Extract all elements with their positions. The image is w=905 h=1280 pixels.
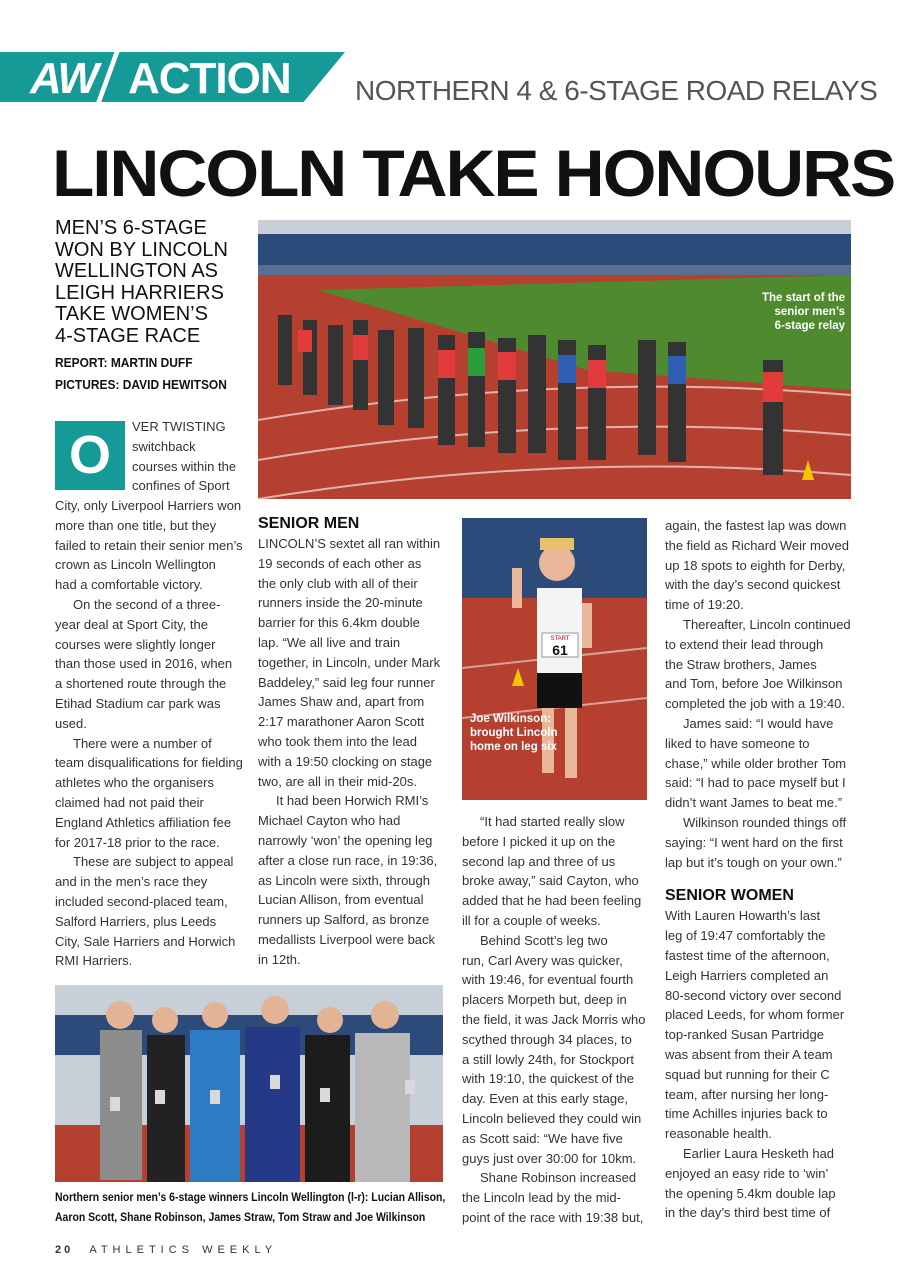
text-line: the opening 5.4km double lap — [665, 1185, 836, 1201]
text-line: together, in Lincoln, under Mark — [258, 654, 441, 670]
text-line: time Achilles injuries back to — [665, 1106, 828, 1122]
text-line: a shortened route through the — [55, 676, 227, 692]
text-line: Thereafter, Lincoln continued — [683, 616, 851, 632]
paragraph — [665, 516, 860, 615]
text-line: placed Leeds, for whom former — [665, 1007, 845, 1023]
text-line: 80-second victory over second — [665, 987, 842, 1003]
paragraph — [55, 595, 250, 734]
text-line: with a 19:50 clocking on stage — [258, 753, 433, 769]
caption-line: Aaron Scott, Shane Robinson, James Straw, Tom Straw and Joe Wilkinson — [55, 1212, 426, 1224]
text-line: a still lowly 24th, for Stockport — [462, 1051, 634, 1067]
text-line: run, Carl Avery was quicker, — [462, 952, 623, 968]
text-line: Michael Cayton who had — [258, 813, 401, 829]
text-line: guys just over 30:00 for 10km. — [462, 1150, 637, 1166]
paragraph — [462, 1168, 657, 1227]
text-line: RMI Harriers. — [55, 953, 133, 969]
text-line: claimed had not paid their — [55, 794, 204, 810]
text-line: Lincoln believed they could win — [462, 1110, 642, 1126]
text-line: Baddeley,” said leg four runner — [258, 674, 435, 690]
text-line: and Tom, before Joe Wilkinson — [665, 676, 843, 692]
photo-team-winners — [55, 985, 443, 1182]
deck-line: WELLINGTON AS — [55, 260, 219, 282]
text-line: time of 19:20. — [665, 597, 744, 613]
text-line: was absent from their A team — [665, 1046, 833, 1062]
text-line: enjoyed an easy ride to ‘win’ — [665, 1165, 829, 1181]
report-credit: REPORT: MARTIN DUFF — [55, 355, 193, 370]
text-line: crown as Lincoln Wellington — [55, 557, 216, 573]
caption-line: senior men’s — [774, 306, 845, 318]
text-line: James said: “I would have — [683, 715, 834, 731]
text-line: the Straw brothers, James — [665, 656, 817, 672]
text-line: Earlier Laura Hesketh had — [683, 1145, 835, 1161]
text-line: with 19:46, for eventual fourth — [462, 972, 634, 988]
text-line: after a close run race, in 19:36, — [258, 852, 438, 868]
middle-photo-caption — [470, 712, 590, 754]
caption-line: The start of the — [761, 292, 845, 304]
photo-race-start — [258, 220, 851, 499]
subhead-senior-women: SENIOR WOMEN — [665, 887, 794, 905]
text-line: added that he had been feeling — [462, 893, 642, 909]
column-3 — [462, 812, 657, 1228]
text-line: to extend their lead through — [665, 636, 824, 652]
text-line: These are subject to appeal — [73, 854, 234, 870]
text-line: James Shaw and, apart from — [258, 694, 425, 710]
text-line: broke away,” said Cayton, who — [462, 873, 639, 889]
text-line: 2:17 marathoner Aaron Scott — [258, 714, 425, 730]
paragraph — [665, 714, 860, 813]
text-line: fastest time of the afternoon, — [665, 947, 830, 963]
text-line: lap. “We all live and train — [258, 634, 401, 650]
text-line: in the day’s third best time of — [665, 1205, 831, 1221]
text-line: 19 seconds of each other as — [258, 555, 422, 571]
deck — [55, 218, 255, 347]
text-line: the field, it was Jack Morris who — [462, 1011, 646, 1027]
text-line: again, the fastest lap was down — [665, 518, 847, 533]
bib-number: 61 — [552, 642, 568, 658]
paragraph — [55, 852, 250, 971]
caption-line: Joe Wilkinson: — [470, 713, 552, 725]
text-line: ill for a couple of weeks. — [462, 912, 601, 928]
text-line: reasonable health. — [665, 1126, 772, 1142]
text-line: and in the men’s race they — [55, 874, 208, 890]
text-line: courses within the — [132, 458, 237, 474]
text-line: team, after nursing her long- — [665, 1086, 829, 1102]
text-line: as Scott said: “We have five — [462, 1130, 623, 1146]
text-line: squad but running for their C — [665, 1066, 830, 1082]
caption-line: home on leg six — [470, 741, 557, 753]
brand-action: ACTION — [128, 54, 291, 103]
text-line: failed to retain their senior men’s — [55, 537, 243, 553]
text-line: with the day’s second quickest — [665, 577, 841, 593]
paragraph — [462, 812, 657, 931]
text-line: year deal at Sport City, the — [55, 616, 208, 632]
pictures-credit: PICTURES: DAVID HEWITSON — [55, 377, 227, 392]
caption-line: brought Lincoln — [470, 727, 558, 739]
text-line: who took them into the lead — [258, 733, 417, 749]
text-line: completed the job with a 19:40. — [665, 696, 845, 712]
text-line: Behind Scott’s leg two — [480, 932, 608, 948]
page-footer — [55, 1244, 277, 1256]
text-line: liked to have someone to — [665, 735, 810, 751]
text-line: courses were slightly longer — [55, 636, 216, 652]
text-line: City, only Liverpool Harriers won — [55, 498, 242, 513]
deck-line: LEIGH HARRIERS — [55, 281, 224, 304]
text-line: Wilkinson rounded things off — [683, 814, 847, 830]
text-line: confines of Sport — [132, 478, 230, 494]
text-line: leg of 19:47 comfortably the — [665, 928, 826, 944]
text-line: up 18 spots to eighth for Derby, — [665, 557, 846, 573]
paragraph — [665, 1144, 860, 1223]
deck-line: WON BY LINCOLN — [55, 238, 228, 261]
text-line: placers Morpeth but, deep in — [462, 992, 627, 1008]
text-line: point of the race with 19:38 but, — [462, 1209, 644, 1225]
section-title: NORTHERN 4 & 6-STAGE ROAD RELAYS — [355, 75, 878, 106]
text-line: barrier for this 6.4km double — [258, 615, 420, 631]
text-line: with 19:10, the quickest of the — [462, 1071, 634, 1087]
text-line: lap but it’s tough on your own.” — [665, 854, 842, 870]
deck-line: TAKE WOMEN’S — [55, 303, 208, 325]
column-1 — [55, 496, 250, 971]
text-line: Leigh Harriers completed an — [665, 967, 829, 983]
text-line: runners up Salford, as bronze — [258, 912, 430, 928]
text-line: didn’t want James to beat me.” — [665, 795, 843, 811]
drop-cap: O — [55, 421, 125, 490]
column-4 — [665, 516, 860, 1223]
text-line: the only club with all of their — [258, 575, 418, 591]
column-1-intro — [132, 417, 252, 496]
text-line: included second-placed team, — [55, 893, 228, 909]
text-line: said: “I had to pace myself but I — [665, 775, 846, 791]
text-line: used. — [55, 715, 87, 731]
text-line: switchback — [132, 438, 196, 454]
paragraph — [462, 931, 657, 1169]
text-line: before I picked it up on the — [462, 833, 616, 849]
paragraph — [258, 534, 453, 791]
text-line: the Lincoln lead by the mid- — [462, 1190, 621, 1206]
text-line: Shane Robinson increased — [480, 1170, 637, 1186]
text-line: There were a number of — [73, 735, 212, 751]
bottom-photo-caption — [55, 1188, 445, 1228]
paragraph — [55, 496, 250, 595]
text-line: athletes who the organisers — [55, 775, 214, 791]
text-line: City, Sale Harriers and Horwich — [55, 933, 236, 949]
text-line: VER TWISTING — [132, 419, 226, 434]
text-line: medallists Liverpool were back — [258, 931, 436, 947]
text-line: chase,” while older brother Tom — [665, 755, 847, 771]
text-line: than those used in 2016, when — [55, 656, 233, 672]
text-line: as Lincoln were sixth, through — [258, 872, 430, 888]
text-line: scythed through 34 places, to — [462, 1031, 632, 1047]
text-line: It had been Horwich RMI’s — [276, 793, 429, 809]
text-line: On the second of a three- — [73, 596, 221, 612]
caption-line: 6-stage relay — [774, 320, 845, 332]
text-line: narrowly ‘won’ the opening leg — [258, 832, 433, 848]
text-line: two, are all in their mid-20s. — [258, 773, 417, 789]
text-line: team disqualifications for fielding — [55, 755, 243, 771]
column-2 — [258, 514, 453, 970]
caption-line: Northern senior men’s 6-stage winners Lincoln Wellington (l-r): Lucian Allison, — [55, 1192, 446, 1204]
deck-line: MEN’S 6-STAGE — [55, 217, 207, 239]
text-line: With Lauren Howarth’s last — [665, 908, 821, 924]
text-line: England Athletics affiliation fee — [55, 814, 232, 830]
paragraph — [665, 615, 860, 714]
text-line: more than one title, but they — [55, 517, 217, 533]
text-line: LINCOLN’S sextet all ran within — [258, 536, 441, 551]
text-line: Etihad Stadium car park was — [55, 695, 221, 711]
text-line: the field as Richard Weir moved — [665, 537, 850, 553]
photo-joe-wilkinson — [462, 518, 647, 800]
text-line: top-ranked Susan Partridge — [665, 1027, 824, 1043]
text-line: day. Even at this early stage, — [462, 1091, 628, 1107]
page-number: 20 — [55, 1244, 74, 1256]
text-line: Lucian Allison, from eventual — [258, 892, 424, 908]
text-line: Salford Harriers, plus Leeds — [55, 913, 217, 929]
text-line: second lap and three of us — [462, 853, 616, 869]
text-line: “It had started really slow — [480, 814, 625, 829]
text-line: had a comfortable victory. — [55, 577, 203, 593]
text-line: for 2017-18 prior to the race. — [55, 834, 220, 850]
subhead-senior-men: SENIOR MEN — [258, 515, 360, 532]
bib-top: START — [550, 636, 570, 642]
paragraph — [55, 734, 250, 853]
text-line: runners inside the 20-minute — [258, 595, 423, 611]
top-photo-caption — [730, 291, 845, 333]
paragraph — [665, 813, 860, 872]
paragraph — [258, 791, 453, 969]
brand-aw: AW — [30, 54, 97, 103]
magazine-name: ATHLETICS WEEKLY — [89, 1244, 278, 1256]
headline: LINCOLN TAKE HONOURS — [52, 136, 895, 210]
deck-line: 4-STAGE RACE — [55, 324, 201, 347]
text-line: in 12th. — [258, 951, 301, 967]
paragraph — [665, 906, 860, 1144]
text-line: saying: “I went hard on the first — [665, 834, 843, 850]
